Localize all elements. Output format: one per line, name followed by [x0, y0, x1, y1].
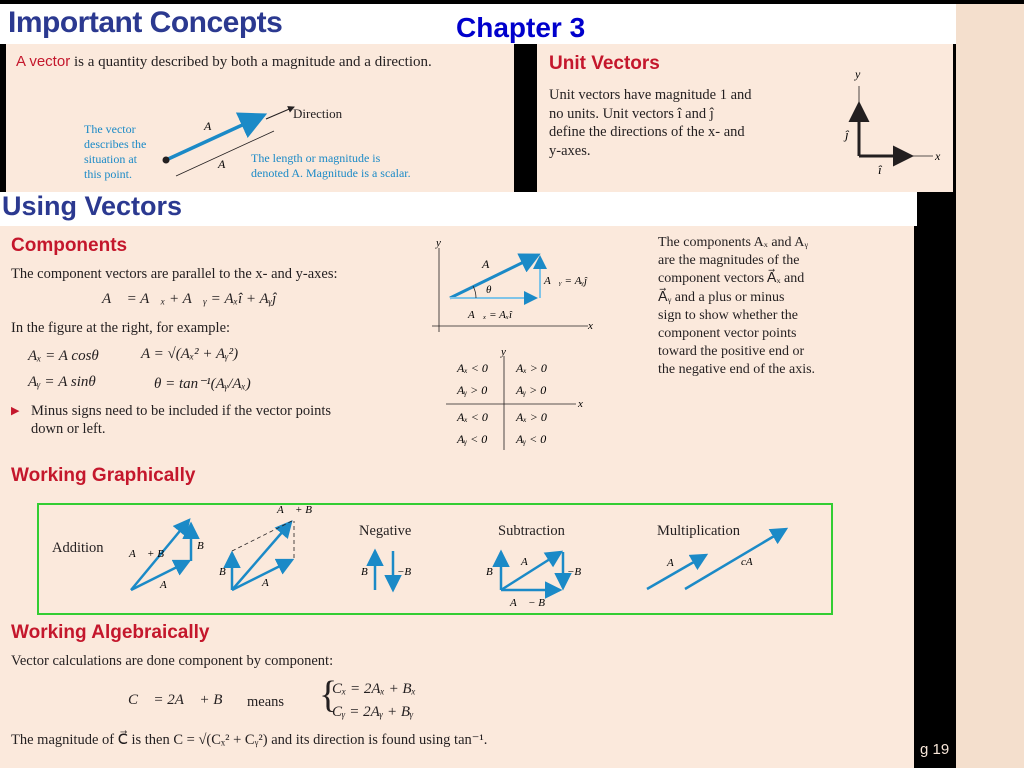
components-line1: The component vectors are parallel to the x- and y-axes:	[11, 266, 338, 282]
para-b-label: B⃗	[219, 566, 235, 578]
minus-sign-bullet	[11, 402, 331, 438]
eq-cx: Cₓ = 2Aₓ + Bₓ	[332, 681, 416, 697]
addition-label: Addition	[52, 540, 104, 556]
bullet-line: Minus signs need to be included if the vector points	[31, 403, 332, 419]
vector-tail-point	[163, 157, 170, 164]
vector-term: A vector	[16, 53, 71, 70]
using-vectors-title: Using Vectors	[2, 191, 183, 221]
point-note-line: situation at	[84, 152, 137, 166]
graphically-figures	[39, 498, 831, 613]
algebraically-title: Working Algebraically	[11, 622, 210, 643]
eq-theta: θ = tan⁻¹(Aᵧ/Aₓ)	[154, 376, 251, 392]
magnitude-line-pre: The magnitude of C⃗ is then C = √(Cₓ² + Cᵧ²)	[11, 732, 268, 748]
algebraically-line1: Vector calculations are done component by component:	[11, 653, 334, 669]
direction-label: Direction	[293, 106, 343, 121]
side-note-line: toward the positive end or	[658, 344, 805, 360]
unit-vectors-line: y-axes.	[549, 142, 591, 159]
para-dash-top	[232, 521, 292, 551]
sub-diff-label: A⃗ − B⃗	[510, 597, 554, 609]
components-title: Components	[11, 235, 128, 256]
quadrant-cell: Aᵧ > 0	[457, 383, 488, 397]
subtraction-label: Subtraction	[498, 523, 565, 539]
negative-label: Negative	[359, 523, 412, 539]
add-a-label: A⃗	[160, 579, 176, 591]
quadrant-cell: Aᵧ < 0	[516, 432, 547, 446]
fig-theta-label: θ	[486, 284, 492, 296]
eq-ax: Aₓ = A cosθ	[28, 348, 99, 364]
eq-cy: Cᵧ = 2Aᵧ + Bᵧ	[332, 704, 414, 720]
sub-b-label: B⃗	[486, 566, 502, 578]
direction-line	[266, 107, 294, 119]
graphically-title: Working Graphically	[11, 465, 196, 486]
quadrant-cell: Aₓ > 0	[516, 410, 547, 424]
quadrant-cell: Aᵧ < 0	[457, 432, 488, 446]
magnitude-note-line: The length or magnitude is	[251, 151, 381, 165]
eq-mag: A = √(Aₓ² + Aᵧ²)	[141, 346, 239, 362]
header-band-right	[562, 4, 956, 44]
vector-a-label: A	[204, 119, 212, 133]
side-note-line: the negative end of the axis.	[658, 362, 816, 378]
vector-intro-rest: is a quantity described by both a magnitude and a direction.	[70, 54, 432, 70]
mult-a-label: A⃗	[667, 557, 683, 569]
para-sum-label: A⃗ + B⃗	[277, 504, 321, 516]
magnitude-line	[11, 732, 487, 749]
y-axis-label: y	[855, 67, 861, 81]
fig-x-label: x	[588, 320, 593, 332]
magnitude-note	[251, 151, 411, 181]
add-b-label: B⃗	[197, 540, 213, 552]
quadrant-x-label: x	[578, 398, 583, 410]
point-note-line: The vector	[84, 122, 136, 136]
sub-minus-b-label: −B⃗	[567, 566, 590, 578]
vector-a-arrow	[166, 115, 264, 160]
unit-vectors-line: Unit vectors have magnitude 1 and	[549, 87, 752, 103]
right-beige-strip	[956, 4, 1024, 768]
important-concepts-title: Important Concepts	[8, 6, 283, 39]
components-line2: In the figure at the right, for example:	[11, 320, 231, 336]
side-note-line: are the magnitudes of the	[658, 253, 800, 269]
bullet-line: down or left.	[31, 421, 106, 437]
quadrant-table	[444, 344, 590, 456]
sub-a-label: A⃗	[521, 556, 537, 568]
vector-point-note	[84, 122, 146, 182]
components-eq1: A⃗ = A⃗ₓ + A⃗ᵧ = Aₓî + Aᵧĵ	[102, 291, 277, 307]
vector-intro	[16, 53, 432, 71]
fig-y-label: y	[436, 238, 441, 249]
chapter-title: Chapter 3	[456, 12, 586, 43]
brace-icon: {	[319, 674, 338, 716]
para-a-label: A⃗	[262, 577, 278, 589]
point-note-line: this point.	[84, 167, 133, 181]
component-figure	[428, 238, 608, 338]
means-label: means	[247, 694, 285, 710]
multiplication-label: Multiplication	[657, 523, 740, 539]
quadrant-cell: Aₓ < 0	[457, 361, 488, 375]
quadrant-cell: Aₓ < 0	[457, 410, 488, 424]
unit-vectors-title: Unit Vectors	[549, 53, 660, 74]
side-note-line: The components Aₓ and Aᵧ	[658, 235, 809, 250]
quadrant-y-label: y	[501, 346, 506, 358]
page-number-fragment: g 19	[920, 741, 950, 758]
quadrant-cell: Aₓ > 0	[516, 361, 547, 375]
vector-a-magnitude-label: A	[218, 157, 226, 171]
fig-ay-label: A⃗ᵧ = Aᵧĵ	[544, 275, 588, 287]
side-note-line: component vectors A⃗ₓ and	[658, 271, 805, 287]
j-hat-label: ĵ	[845, 127, 849, 142]
fig-ax-label: A⃗ₓ = Aₓî	[468, 309, 513, 321]
components-side-note	[658, 234, 815, 380]
eq-ay: Aᵧ = A sinθ	[28, 374, 96, 390]
side-note-line: A⃗ᵧ and a plus or minus	[658, 289, 785, 305]
side-note-line: component vector points	[658, 326, 797, 342]
magnitude-line-post: and its direction is found using tan⁻¹.	[267, 732, 488, 748]
unit-vector-axes	[837, 64, 949, 184]
mult-ca-label: cA⃗	[741, 556, 762, 568]
eq-c: C⃗ = 2A⃗ + B⃗	[128, 692, 235, 708]
fig-a-label: A⃗	[482, 257, 499, 271]
unit-vectors-box	[537, 44, 953, 192]
neg-minus-b-label: −B⃗	[397, 566, 420, 578]
using-vectors-panel	[0, 226, 914, 768]
magnitude-note-line: denoted A. Magnitude is a scalar.	[251, 166, 411, 180]
neg-b-label: B⃗	[361, 566, 377, 578]
side-note-line: sign to show whether the	[658, 307, 798, 323]
add-sum-label: A⃗ + B⃗	[129, 548, 173, 560]
i-hat-label: î	[878, 162, 882, 177]
vector-definition-box	[6, 44, 514, 192]
unit-vectors-line: no units. Unit vectors î and ĵ	[549, 105, 714, 122]
bullet-arrow-icon: ▶	[11, 405, 20, 417]
quadrant-cell: Aᵧ > 0	[516, 383, 547, 397]
fig-theta-arc	[473, 286, 476, 298]
unit-vectors-text	[549, 86, 752, 160]
point-note-line: describes the	[84, 137, 147, 151]
x-axis-label: x	[935, 149, 941, 163]
unit-vectors-line: define the directions of the x- and	[549, 124, 745, 140]
